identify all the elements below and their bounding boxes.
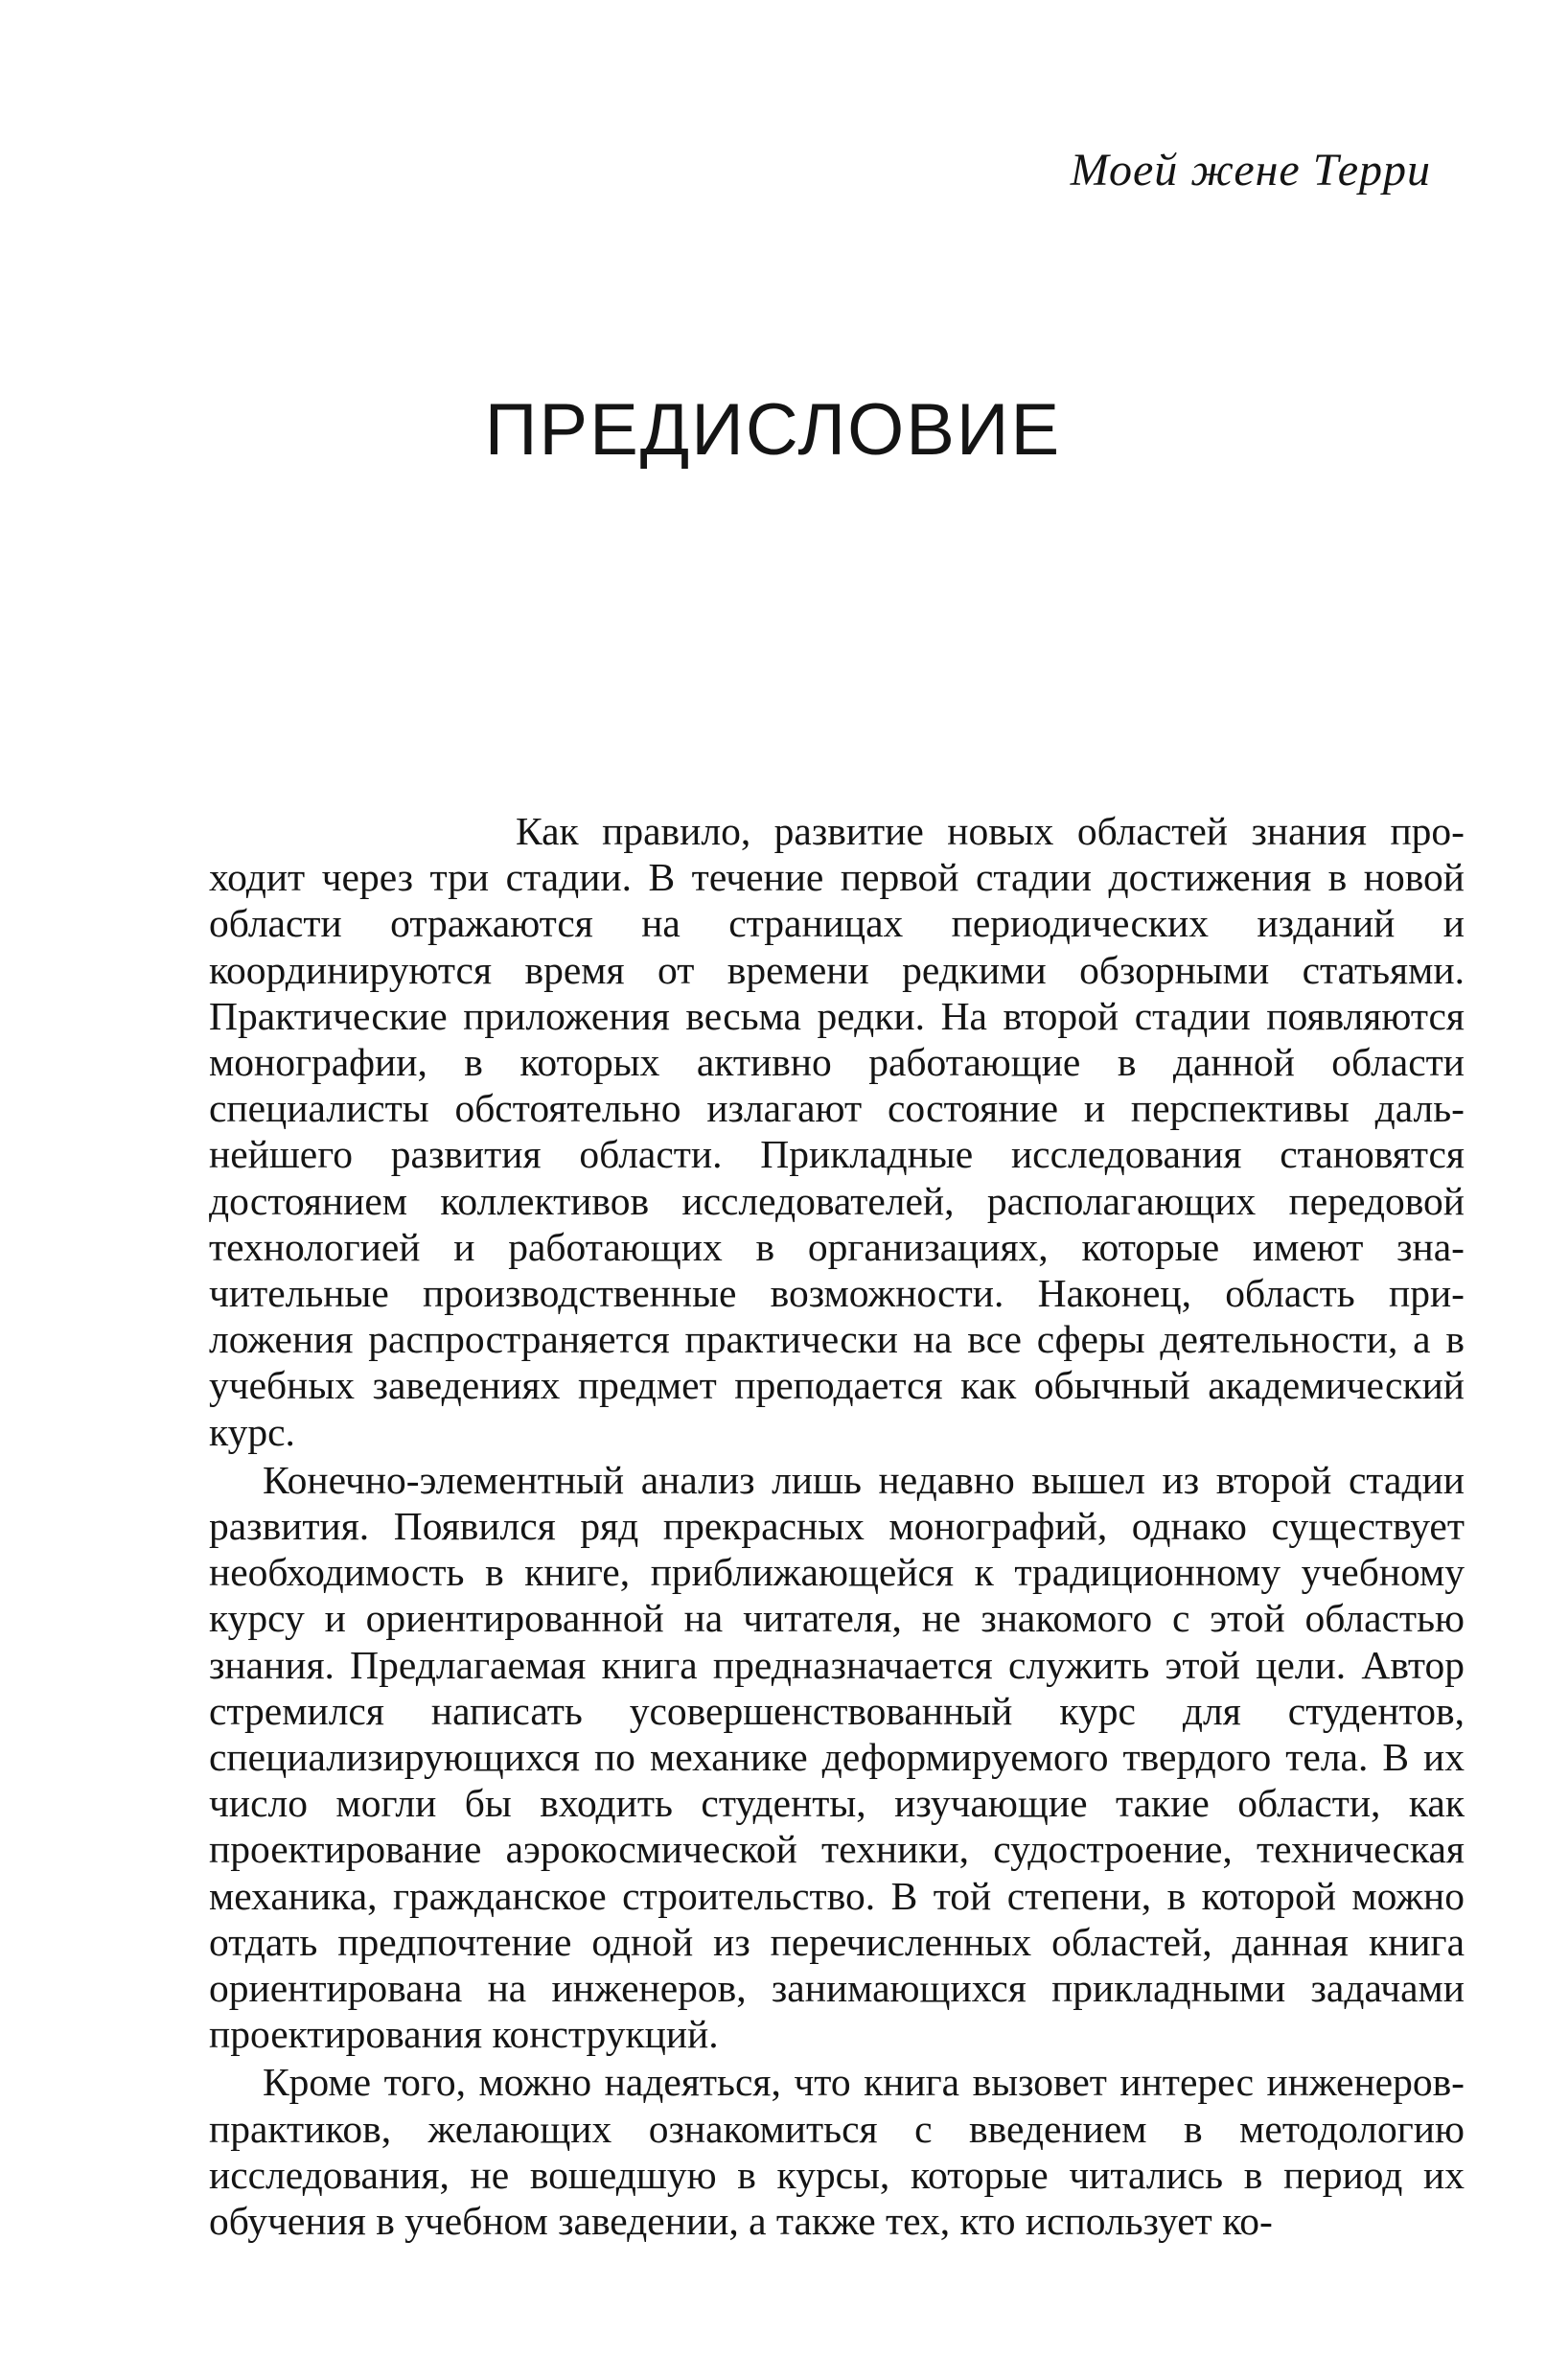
dedication: Моей жене Терри [1070, 145, 1431, 196]
paragraph-2: Конечно-элементный анализ лишь недавно вышел из второй стадии развития. Появился ряд прекрасных монографий, однако существует необходимость в книге, приближающейся к традиционному учебному курсу и ориентированной на читателя, не знакомого с этой областью знания. Предлагаемая книга предназначается служить этой цели. Автор стремился написать усовершенствованный курс для студентов, специализирующихся по механике деформируемого твердого тела. В их число могли бы входить студенты, изучающие такие области, как проектирование аэрокосмической техники, судостроение, техническая механика, гражданское строительство. В той степени, в которой можно отдать предпочтение одной из перечисленных областей, данная книга ориентирована на инженеров, занимающихся прикладными задачами проектирования конструкций. [209, 1457, 1465, 2057]
page-title: ПРЕДИСЛОВИЕ [484, 389, 1062, 471]
preface-body [209, 808, 1465, 2244]
paragraph-3: Кроме того, можно надеяться, что книга вызовет интерес инженеров-практиков, желающих ознакомиться с введением в методологию исследования, не вошедшую в курсы, которые читались в период их обучения в учебном заведении, а также тех, кто использует ко- [209, 2060, 1465, 2244]
paragraph-1: Как правило, развитие новых областей знания проходит через три стадии. В течение первой стадии достижения в новой области отражаются на страницах периодических изданий и координируются время от времени редкими обзорными статьями. Практические приложения весьма редки. На второй стадии появляются монографии, в которых активно работающие в данной области специалисты обстоятельно излагают состояние и перспективы дальнейшего развития области. Прикладные исследования становятся достоянием коллективов исследователей, располагающих передовой технологией и работающих в организациях, которые имеют значительные производственные возможности. Наконец, область приложения распространяется практически на все сферы деятельности, а в учебных заведениях предмет преподается как обычный академический курс. [209, 809, 1465, 1454]
